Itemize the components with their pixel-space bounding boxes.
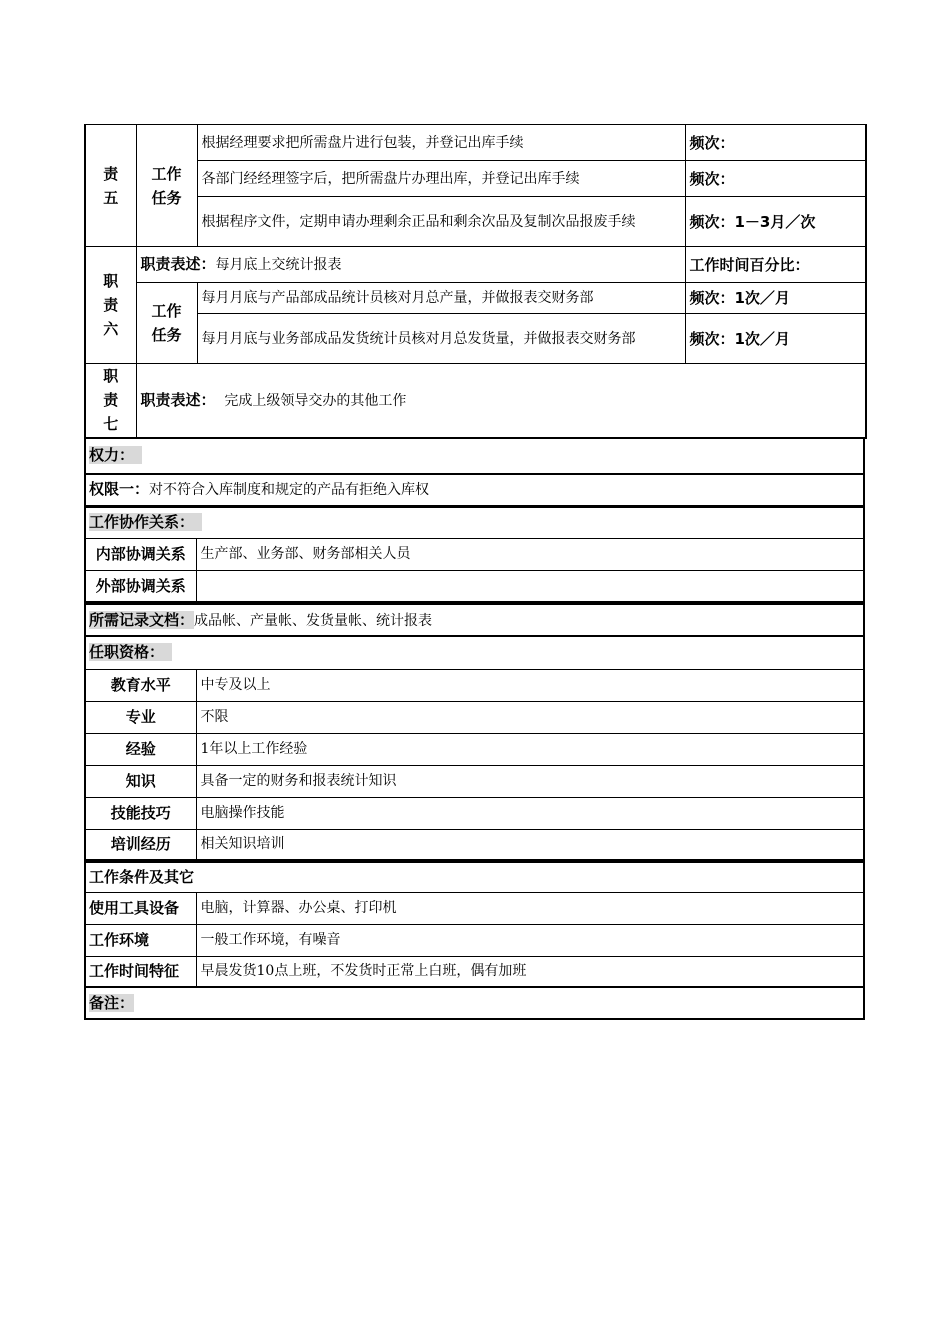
duty6-freq-1: 频次：1次／月 — [685, 283, 866, 314]
duty5-freq-1: 频次： — [685, 125, 866, 161]
duty5-task-1: 根据经理要求把所需盘片进行包装，并登记出库手续 — [197, 125, 685, 161]
qualification-section — [84, 637, 865, 861]
qual-label-education: 教育水平 — [85, 669, 196, 701]
duty7-description — [136, 364, 866, 438]
power-limit-text: 对不符合入库制度和规定的产品有拒绝入库权 — [149, 482, 430, 498]
duty5-label: 责 五 — [85, 125, 136, 247]
remarks-section — [84, 988, 865, 1020]
records-label: 所需记录文档： — [89, 610, 195, 629]
conditions-section — [84, 861, 865, 988]
power-limit-row — [85, 474, 864, 506]
internal-coordination-value: 生产部、业务部、财务部相关人员 — [196, 538, 864, 570]
duty6-desc-text: 每月底上交统计报表 — [215, 257, 342, 273]
duty7-desc-label: 职责表述： — [140, 390, 216, 409]
qual-value-skills: 电脑操作技能 — [196, 797, 864, 829]
duty5-task-3: 根据程序文件，定期申请办理剩余正品和剩余次品及复制次品报废手续 — [197, 197, 685, 247]
cond-value-work-time: 早晨发货10点上班，不发货时正常上白班，偶有加班 — [196, 956, 864, 987]
duty6-description — [136, 247, 685, 283]
duty5-task-2: 各部门经经理签字后，把所需盘片办理出库，并登记出库手续 — [197, 161, 685, 197]
qualification-header: 任职资格： — [89, 643, 172, 661]
duties-table — [84, 124, 867, 439]
conditions-header: 工作条件及其它 — [89, 868, 195, 887]
cooperation-section — [84, 507, 865, 604]
duty5-freq-3: 频次：1－3月／次 — [685, 197, 866, 247]
cond-value-tools: 电脑，计算器、办公桌、打印机 — [196, 892, 864, 924]
qual-label-skills: 技能技巧 — [85, 797, 196, 829]
cooperation-header-cell — [85, 507, 864, 538]
power-section — [84, 439, 865, 507]
records-section — [84, 603, 865, 637]
duty7-label: 职 责 七 — [85, 364, 136, 438]
duty6-time-percent: 工作时间百分比： — [685, 247, 866, 283]
duty6-label: 职 责 六 — [85, 247, 136, 364]
remarks-label: 备注： — [89, 993, 135, 1012]
cooperation-header: 工作协作关系： — [89, 513, 202, 531]
duty7-desc-text: 完成上级领导交办的其他工作 — [224, 392, 407, 409]
qual-label-experience: 经验 — [85, 733, 196, 765]
cond-label-environment: 工作环境 — [85, 924, 196, 956]
duty6-task-2: 每月月底与业务部成品发货统计员核对月总发货量，并做报表交财务部 — [197, 314, 685, 364]
cond-value-environment: 一般工作环境，有噪音 — [196, 924, 864, 956]
records-value: 成品帐、产量帐、发货量帐、统计报表 — [194, 612, 433, 629]
power-limit-label: 权限一： — [89, 480, 150, 498]
qual-value-major: 不限 — [196, 701, 864, 733]
qualification-header-cell — [85, 637, 864, 669]
duty6-task-label: 工作 任务 — [136, 283, 197, 364]
duty6-freq-2: 频次：1次／月 — [685, 314, 866, 364]
duty5-freq-2: 频次： — [685, 161, 866, 197]
cond-label-work-time: 工作时间特征 — [85, 956, 196, 987]
qual-value-education: 中专及以上 — [196, 669, 864, 701]
qual-label-knowledge: 知识 — [85, 765, 196, 797]
qual-value-experience: 1年以上工作经验 — [196, 733, 864, 765]
external-coordination-label: 外部协调关系 — [85, 570, 196, 602]
internal-coordination-label: 内部协调关系 — [85, 538, 196, 570]
qual-label-major: 专业 — [85, 701, 196, 733]
duty6-desc-label: 职责表述： — [140, 255, 216, 273]
qual-value-training: 相关知识培训 — [196, 829, 864, 860]
job-description-document — [84, 124, 865, 1020]
power-header: 权力： — [89, 446, 142, 464]
duty6-task-1: 每月月底与产品部成品统计员核对月总产量，并做报表交财务部 — [197, 283, 685, 314]
qual-value-knowledge: 具备一定的财务和报表统计知识 — [196, 765, 864, 797]
remarks-row — [85, 988, 864, 1019]
external-coordination-value — [196, 570, 864, 602]
power-header-cell — [85, 439, 864, 474]
qual-label-training: 培训经历 — [85, 829, 196, 860]
cond-label-tools: 使用工具设备 — [85, 892, 196, 924]
duty5-task-label: 工作 任务 — [136, 125, 197, 247]
records-row — [85, 604, 864, 636]
